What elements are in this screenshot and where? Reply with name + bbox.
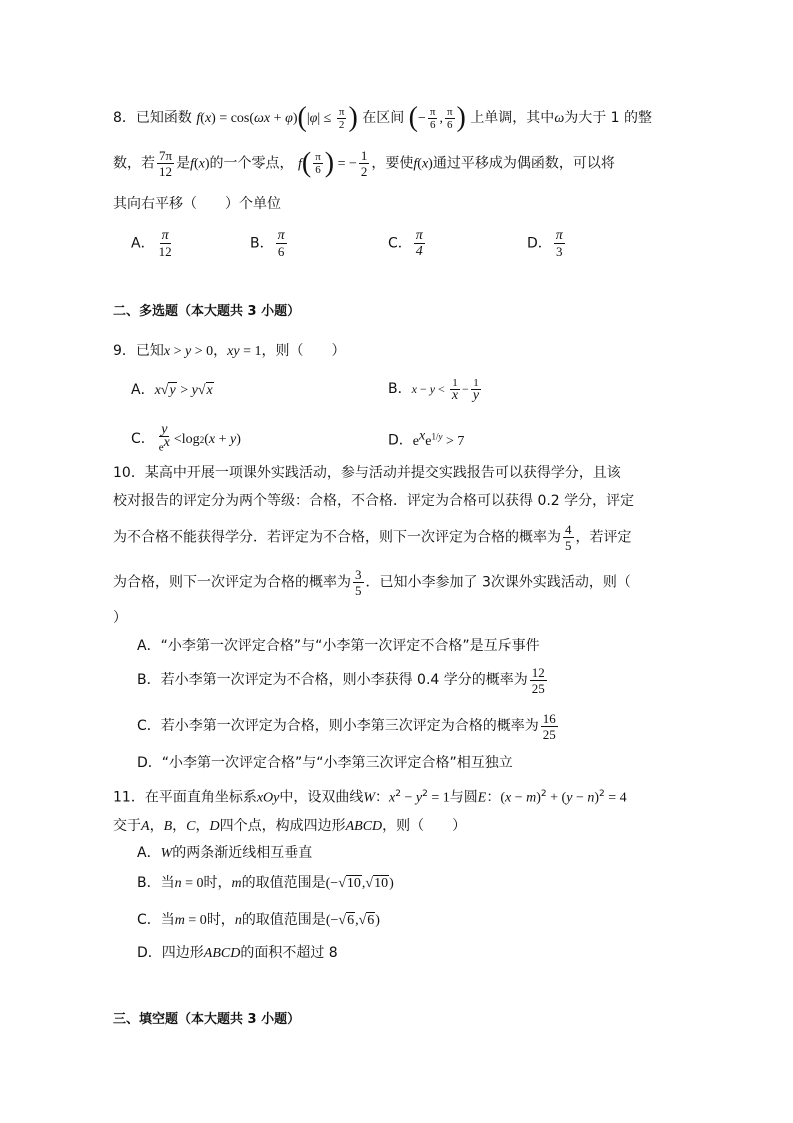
q9-option-a: A．x√y > y√x: [131, 382, 213, 398]
q11-option-b: B．当n = 0时，m的取值范围是(−√10,√10): [137, 875, 394, 891]
section-heading: 二、多选题（本大题共 3 小题）: [113, 304, 301, 319]
q8-line3: 其向右平移（ ）个单位: [113, 196, 281, 212]
q8-text: 是: [176, 155, 191, 172]
q8-text: 在区间: [362, 110, 405, 126]
q10-line4: 为合格，则下一次评定为合格的概率为 $\frac{3}{5}$ ．已知小李参加了 3次课外实践活动，则（: [113, 567, 631, 598]
q8-line2: 数，若 $\frac{7\pi}{12}$ 是f(x)的一个零点， f( $\frac{\pi}{6}$ ) = − $\frac{1}{2}$ ，要使f(x)通过平移成为偶函数，可以将: [113, 147, 615, 179]
q10-line3: 为不合格不能获得学分．若评定为不合格，则下一次评定为合格的概率为 $\frac{4}{5}$ ，若评定: [113, 522, 632, 553]
q10-line2: 校对报告的评定分为两个等级：合格，不合格．评定为合格可以获得 0.2 学分，评定: [113, 493, 635, 509]
q10-option-b: B．若小李第一次评定为不合格，则小李获得 0.4 学分的概率为 $\frac{12}{25}$: [137, 664, 545, 696]
formula: f: [196, 111, 201, 126]
section-heading: 三、填空题（本大题共 3 小题）: [113, 1012, 301, 1027]
q11-option-d: D．四边形ABCD的面积不超过 8: [137, 945, 338, 961]
q9-option-b: B．x − y < $\frac{1}{x}$ − $\frac{1}{y}$: [388, 376, 480, 403]
q8-text: 数，若: [113, 155, 155, 172]
q11-line1: 11．在平面直角坐标系xOy中，设双曲线W：$x^2 - y^2 = 1$与圆E：$(x - m)^2 + (y - n)^2 = 4$: [113, 789, 627, 806]
q8-text: 为大于 1 的整: [564, 110, 653, 126]
q11-line2: 交于A，B，C，D四个点，构成四边形ABCD，则（ ）: [113, 818, 467, 834]
q9-stem: 9．已知x > y > 0，xy = 1，则（ ）: [113, 343, 346, 359]
q8-text: 通过平移成为偶函数，可以将: [432, 155, 615, 172]
q8-text: 8．已知函数: [113, 110, 192, 126]
q8-text: 上单调，其中: [470, 110, 555, 126]
q8-text: 的一个零点，: [209, 155, 294, 172]
q11-option-c: C．当m = 0时，n的取值范围是(−√6,√6): [137, 912, 380, 928]
q10-line1: 10．某高中开展一项课外实践活动，参与活动并提交实践报告可以获得学分，且该: [113, 465, 621, 481]
q10-option-a: A．“小李第一次评定合格”与“小李第一次评定不合格”是互斥事件: [137, 638, 540, 654]
q9-option-c: C． $\frac{y}{e^x}$ <log2(x + y): [131, 422, 241, 454]
q10-option-c: C．若小李第一次评定为合格，则小李第三次评定为合格的概率为 $\frac{16}{25}$: [137, 710, 556, 742]
q9-option-d: D．$e^xe^{1/y} > 7$: [388, 428, 465, 449]
q8-line1: 8．已知函数 f(x) = cos(ωx + φ)(|φ| ≤ $\frac{\pi}{2}$ ) 在区间 (− $\frac{\pi}{6}$ , $\frac{\pi}{6}$ ) 上单调，其中ω为大于 1 的整: [113, 102, 653, 133]
option-c: C． $\frac{\pi}{4}$: [388, 228, 423, 259]
q10-line5: ）: [113, 610, 127, 626]
q8-text: ，要使: [371, 155, 414, 172]
option-d: D． $\frac{\pi}{3}$: [527, 228, 563, 259]
option-a: A． $\frac{\pi}{12}$: [131, 228, 172, 259]
q10-option-d: D．“小李第一次评定合格”与“小李第三次评定合格”相互独立: [137, 755, 513, 771]
q11-option-a: A．W的两条渐近线相互垂直: [137, 845, 313, 861]
option-b: B． $\frac{\pi}{6}$: [250, 228, 285, 259]
